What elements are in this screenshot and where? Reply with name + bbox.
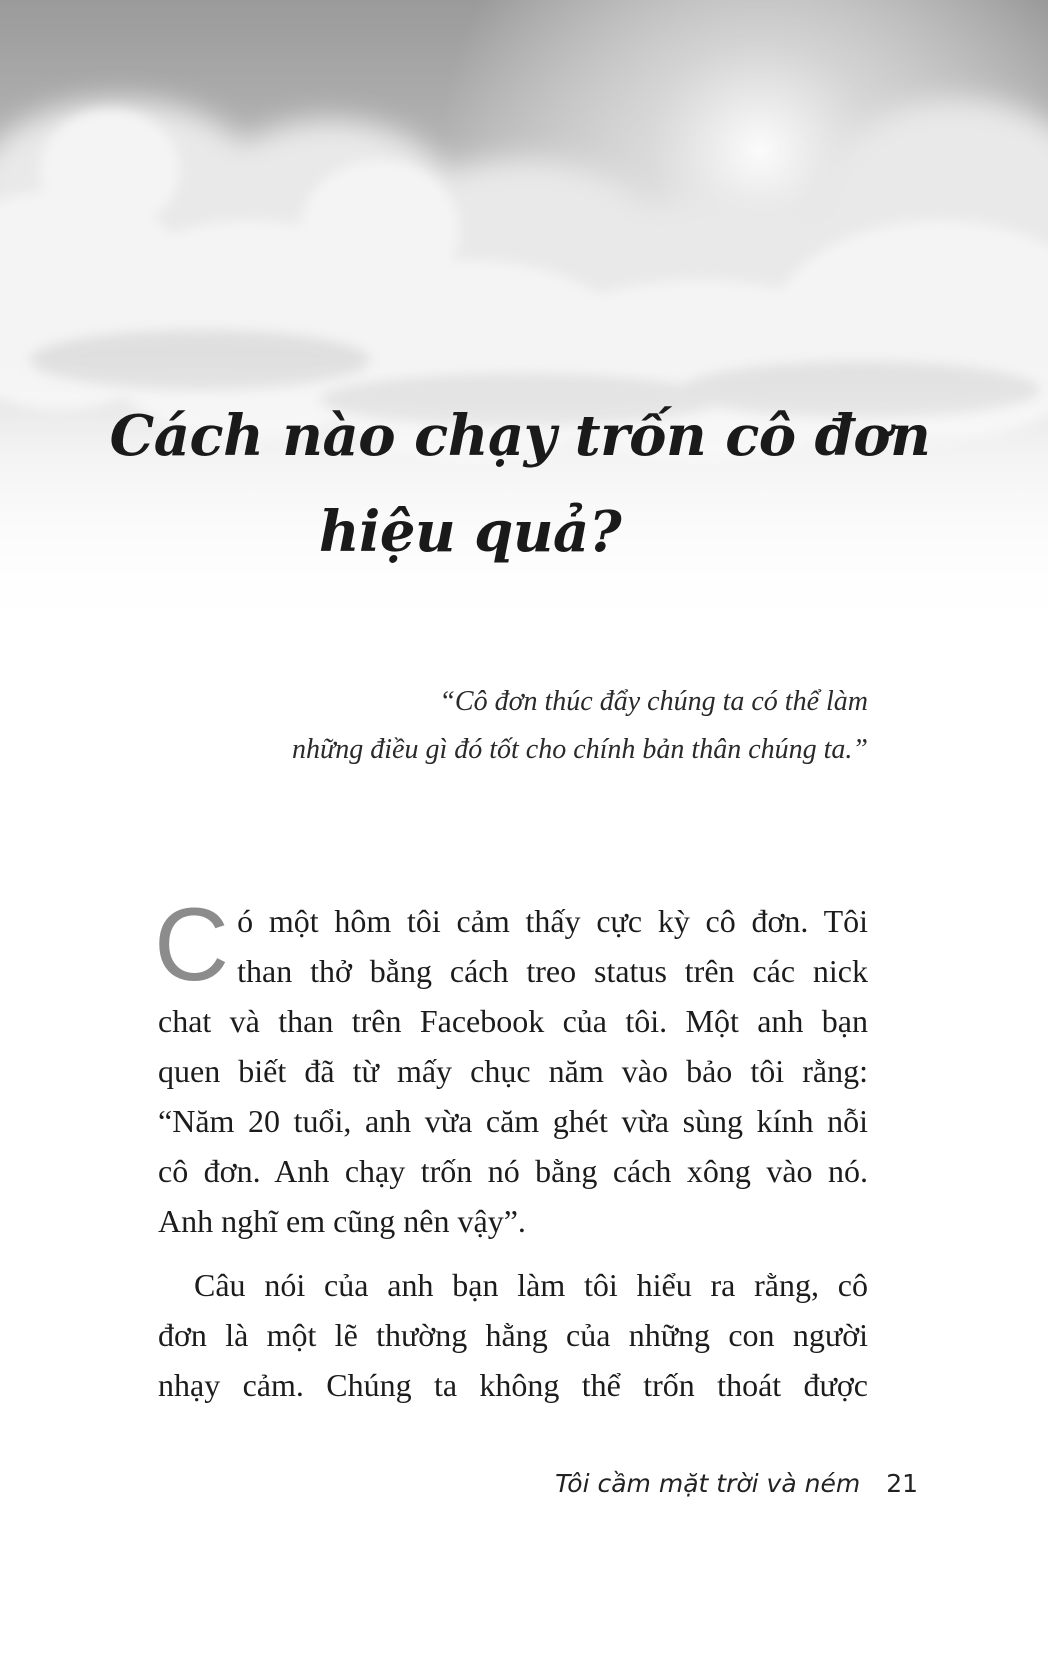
body-line: Câu nói của anh bạn làm tôi hiểu ra rằng, cô	[194, 1267, 868, 1303]
body-line: Anh nghĩ em cũng nên vậy”.	[158, 1203, 526, 1239]
running-book-title: Tôi cầm mặt trời và ném	[555, 1469, 861, 1498]
paragraph-1	[154, 887, 868, 1246]
body-line: ó một hôm tôi cảm thấy cực kỳ cô đơn. Tôi	[237, 903, 868, 939]
page-number: 21	[886, 1469, 918, 1498]
drop-cap: C	[154, 887, 230, 1003]
chapter-title-line-2: hiệu quả?	[318, 499, 622, 565]
page-footer	[0, 1464, 918, 1504]
chapter-title-line-1: Cách nào chạy trốn cô đơn	[109, 403, 931, 469]
epigraph-line-1: “Cô đơn thúc đẩy chúng ta có thể làm	[439, 686, 868, 717]
paragraph-2	[158, 1260, 868, 1410]
body-line: quen biết đã từ mấy chục năm vào bảo tôi rằng:	[158, 1053, 868, 1089]
epigraph-quote	[228, 678, 868, 774]
body-line: chat và than trên Facebook của tôi. Một anh bạn	[158, 1003, 868, 1039]
body-text	[154, 887, 868, 1410]
dropcap-wrapped-lines	[237, 896, 868, 996]
body-line: than thở bằng cách treo status trên các nick	[237, 953, 868, 989]
body-line: cô đơn. Anh chạy trốn nó bằng cách xông vào nó.	[158, 1153, 868, 1189]
body-line: đơn là một lẽ thường hằng của những con người	[158, 1317, 868, 1353]
chapter-title	[60, 388, 980, 580]
body-line: nhạy cảm. Chúng ta không thể trốn thoát được	[158, 1367, 868, 1403]
body-line: “Năm 20 tuổi, anh vừa căm ghét vừa sùng kính nỗi	[158, 1103, 868, 1139]
epigraph-line-2: những điều gì đó tốt cho chính bản thân chúng ta.”	[291, 734, 868, 765]
